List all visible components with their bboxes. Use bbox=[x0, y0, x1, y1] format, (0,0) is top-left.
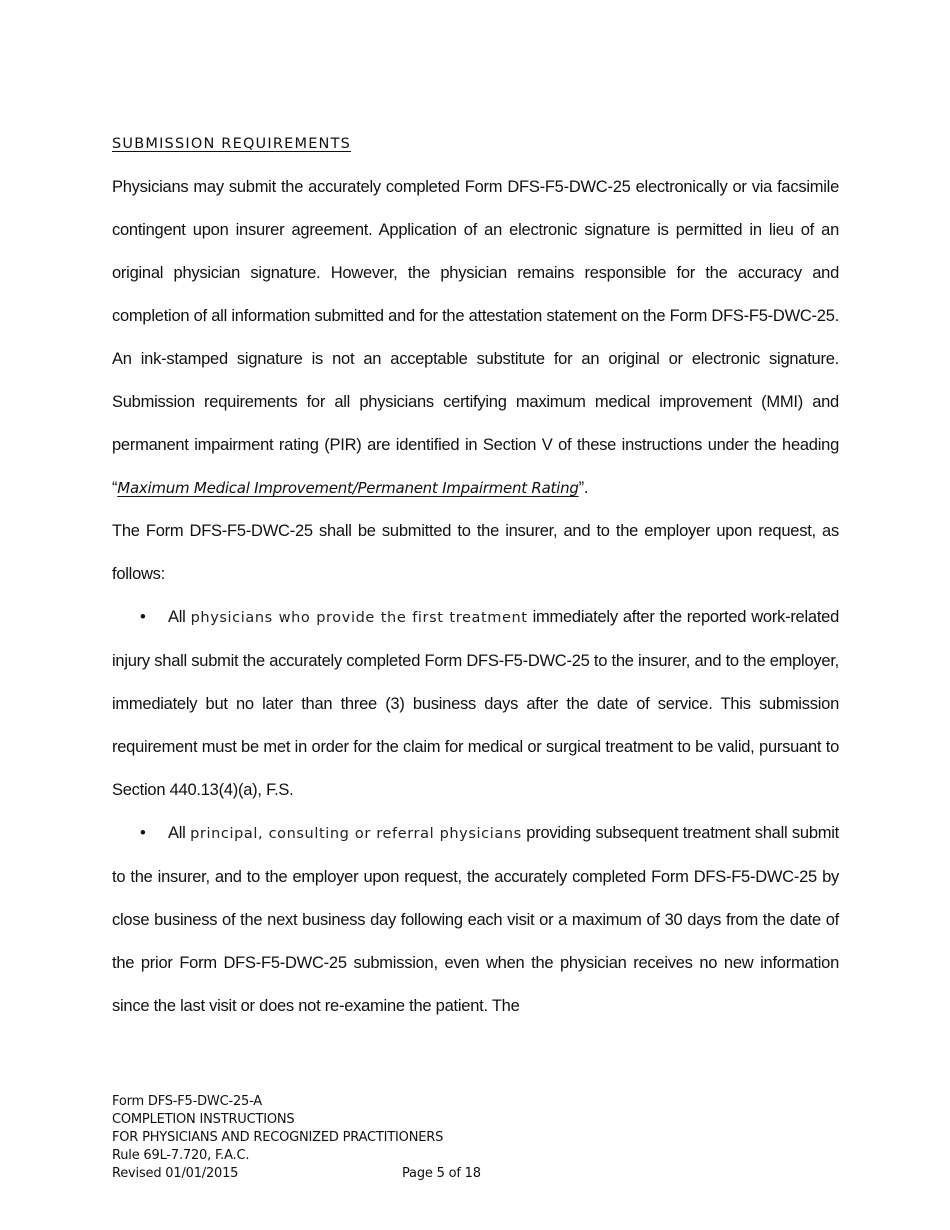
bullet-first-treatment bbox=[112, 596, 839, 812]
footer-title: COMPLETION INSTRUCTIONS bbox=[112, 1112, 295, 1127]
footer-form-id: Form DFS-F5-DWC-25-A bbox=[112, 1094, 262, 1109]
bullet-lead: All bbox=[168, 824, 191, 842]
bullet-emphasis: principal, consulting or referral physicians bbox=[190, 826, 522, 842]
paragraph-submission-methods bbox=[112, 166, 839, 510]
paragraph-submission-intro: The Form DFS-F5-DWC-25 shall be submitted to the insurer, and to the employer upon request, as follows: bbox=[112, 522, 839, 583]
footer-revised: Revised 01/01/2015 bbox=[112, 1166, 239, 1181]
open-quote: “ bbox=[112, 479, 118, 497]
footer-rule: Rule 69L-7.720, F.A.C. bbox=[112, 1148, 250, 1163]
bullet-text: providing subsequent treatment shall submit to the insurer, and to the employer upon request, the accurately completed Form DFS-F5-DWC-25 by close business of the next business day following each visit or a maximum of 30 days from the date of the prior Form DFS-F5-DWC-25 submission, even when the physician receives no new information since the last visit or does not re-examine the patient. The bbox=[112, 824, 840, 1015]
close-quote: ”. bbox=[578, 479, 589, 497]
bullet-marker: • bbox=[140, 608, 146, 626]
paragraph-text: Physicians may submit the accurately completed Form DFS-F5-DWC-25 electronically or via facsimile contingent upon insurer agreement. Application of an electronic signature is permitted in lieu of an original physician signature. However, the physician remains responsible for the accuracy and completion of all information submitted and for the attestation statement on the Form DFS-F5-DWC-25. An ink-stamped signature is not an acceptable substitute for an original or electronic signature. Submission requirements for all physicians certifying maximum medical improvement (MMI) and permanent impairment rating (PIR) are identified in Section V of these instructions under the heading bbox=[112, 178, 839, 454]
bullet-subsequent-treatment bbox=[112, 812, 839, 1028]
bullet-marker: • bbox=[140, 824, 146, 842]
section-heading: SUBMISSION REQUIREMENTS bbox=[112, 136, 352, 152]
document-body bbox=[112, 128, 839, 1028]
page-footer bbox=[112, 1093, 612, 1183]
bullet-text: immediately after the reported work-related injury shall submit the accurately completed Form DFS-F5-DWC-25 to the insurer, and to the employer, immediately but no later than three (3) business days after the date of service. This submission requirement must be met in order for the claim for medical or surgical treatment to be valid, pursuant to Section 440.13(4)(a), F.S. bbox=[112, 608, 840, 799]
section-reference-link[interactable]: Maximum Medical Improvement/Permanent Impairment Rating bbox=[117, 479, 579, 497]
page-number: Page 5 of 18 bbox=[402, 1166, 481, 1181]
footer-subtitle: FOR PHYSICIANS AND RECOGNIZED PRACTITIONERS bbox=[112, 1130, 444, 1145]
bullet-lead: All bbox=[168, 608, 191, 626]
bullet-emphasis: physicians who provide the first treatment bbox=[190, 610, 528, 626]
